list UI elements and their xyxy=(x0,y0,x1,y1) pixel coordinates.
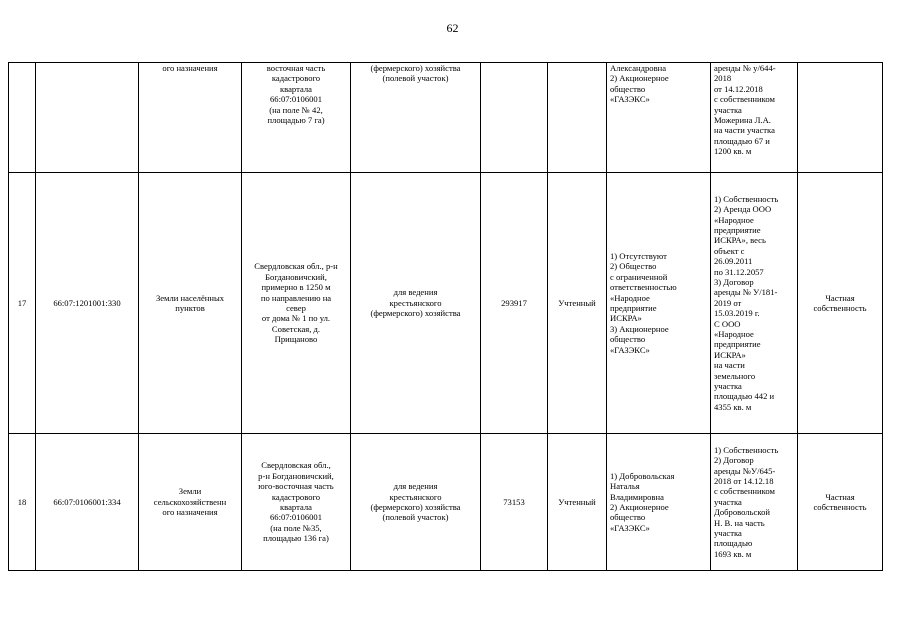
rights-holders-cell: 1) Добровольская Наталья Владимировна 2) Акционерное общество «ГАЗЭКС» xyxy=(607,434,711,571)
cadastral-number-cell xyxy=(36,63,139,173)
encumbrances-cell: 1) Собственность 2) Аренда ООО «Народное предприятие ИСКРА», весь объект с 26.09.2011 по 31.12.2057 3) Договор аренды № У/181- 2019 от 15.03.2019 г. С ООО «Народное предприятие ИСКРА» на части земельного участка площадью 442 и 4355 кв. м xyxy=(711,173,798,434)
location-cell: Свердловская обл., р-н Богдановичский, юго-восточная часть кадастрового квартала 66:07:0106001 (на поле №35, площадью 136 га) xyxy=(242,434,351,571)
cadastral-number-cell: 66:07:1201001:330 xyxy=(36,173,139,434)
encumbrances-cell: 1) Собственность 2) Договор аренды №У/645- 2018 от 14.12.18 с собственником участка Добровольской Н. В. на часть участка площадью 1693 кв. м xyxy=(711,434,798,571)
rights-holders-cell: 1) Отсутствуют 2) Общество с ограниченной ответственностью «Народное предприятие ИСКРА» 3) Акционерное общество «ГАЗЭКС» xyxy=(607,173,711,434)
land-category-cell: ого назначения xyxy=(139,63,242,173)
rights-holders-cell: Александровна 2) Акционерное общество «ГАЗЭКС» xyxy=(607,63,711,173)
land-plots-table xyxy=(8,62,883,571)
land-category-cell: Земли сельскохозяйственн ого назначения xyxy=(139,434,242,571)
page-number: 62 xyxy=(446,21,459,35)
location-cell: восточная часть кадастрового квартала 66:07:0106001 (на поле № 42, площадью 7 га) xyxy=(242,63,351,173)
row-number-cell: 17 xyxy=(9,173,36,434)
row-number-cell xyxy=(9,63,36,173)
permitted-use-cell: для ведения крестьянского (фермерского) хозяйства (полевой участок) xyxy=(351,434,481,571)
ownership-cell xyxy=(798,63,883,173)
ownership-cell: Частная собственность xyxy=(798,173,883,434)
permitted-use-cell: (фермерского) хозяйства (полевой участок) xyxy=(351,63,481,173)
area-cell: 73153 xyxy=(481,434,548,571)
cadastral-number-cell: 66:07:0106001:334 xyxy=(36,434,139,571)
location-cell: Свердловская обл., р-н Богдановичский, примерно в 1250 м по направлению на север от дома № 1 по ул. Советская, д. Прищаново xyxy=(242,173,351,434)
table-row xyxy=(9,434,883,571)
permitted-use-cell: для ведения крестьянского (фермерского) хозяйства xyxy=(351,173,481,434)
area-cell xyxy=(481,63,548,173)
status-cell: Учтенный xyxy=(548,173,607,434)
status-cell xyxy=(548,63,607,173)
row-number-cell: 18 xyxy=(9,434,36,571)
ownership-cell: Частная собственность xyxy=(798,434,883,571)
table-row xyxy=(9,63,883,173)
table-row xyxy=(9,173,883,434)
status-cell: Учтенный xyxy=(548,434,607,571)
encumbrances-cell: аренды № у/644- 2018 от 14.12.2018 с собственником участка Можерина Л.А. на части участка площадью 67 и 1200 кв. м xyxy=(711,63,798,173)
area-cell: 293917 xyxy=(481,173,548,434)
land-category-cell: Земли населённых пунктов xyxy=(139,173,242,434)
